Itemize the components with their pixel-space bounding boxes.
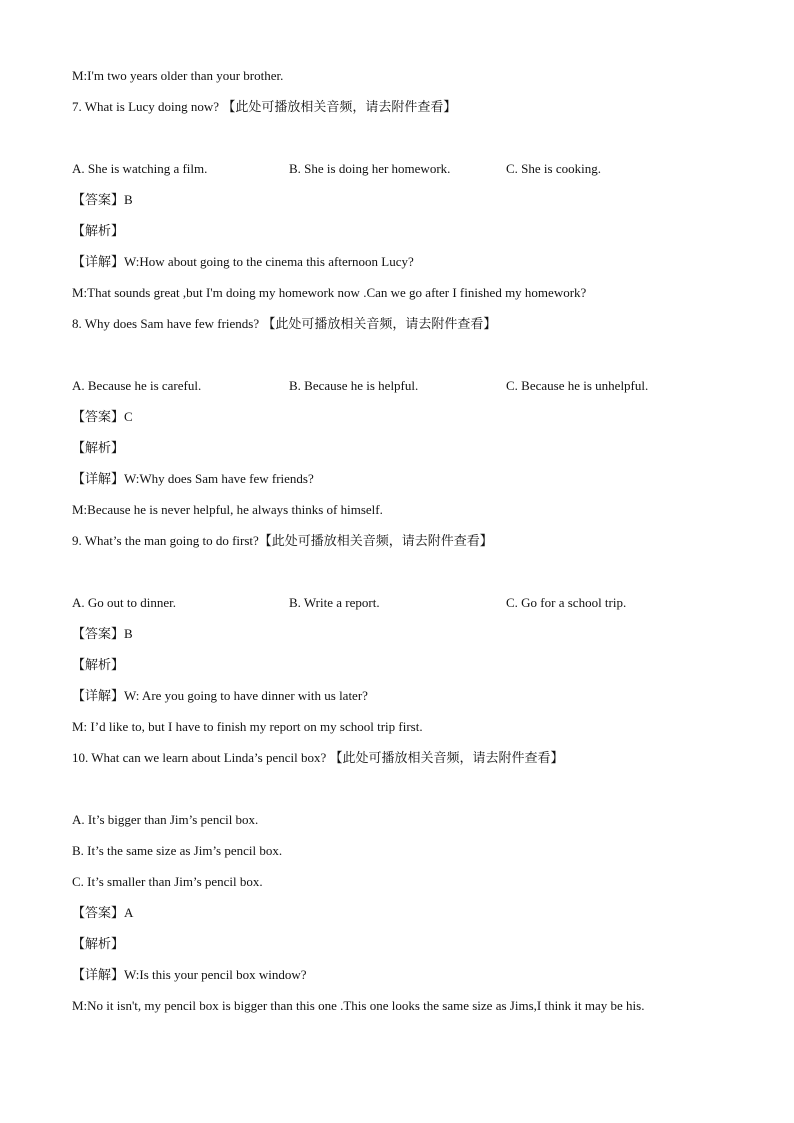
dialogue-line: M: I’d like to, but I have to finish my report on my school trip first. [72, 719, 423, 734]
analysis-9: 【解析】 [72, 657, 125, 672]
spacer [72, 562, 732, 593]
option-a: A. Because he is careful. [72, 378, 202, 393]
option-c: C. Go for a school trip. [506, 595, 627, 610]
option-c: C. She is cooking. [506, 161, 601, 176]
spacer [72, 128, 732, 159]
question-7: 7. What is Lucy doing now? 【此处可播放相关音频，请去附件查看】 [72, 99, 457, 114]
analysis-10: 【解析】 [72, 936, 125, 951]
spacer [72, 345, 732, 376]
question-10: 10. What can we learn about Linda’s pencil box? 【此处可播放相关音频，请去附件查看】 [72, 750, 564, 765]
answer-8: 【答案】C [72, 409, 133, 424]
analysis-7: 【解析】 [72, 223, 125, 238]
option-a: A. She is watching a film. [72, 161, 208, 176]
dialogue-line: M:That sounds great ,but I'm doing my homework now .Can we go after I finished my homework? [72, 285, 587, 300]
dialogue-line: M:Because he is never helpful, he always thinks of himself. [72, 502, 383, 517]
answer-7: 【答案】B [72, 192, 133, 207]
option-c: C. It’s smaller than Jim’s pencil box. [72, 874, 263, 889]
dialogue-line: M:I'm two years older than your brother. [72, 68, 284, 83]
option-a: A. Go out to dinner. [72, 595, 176, 610]
analysis-8: 【解析】 [72, 440, 125, 455]
options-7 [72, 159, 732, 190]
answer-10: 【答案】A [72, 905, 134, 920]
spacer [72, 779, 732, 810]
option-b: B. Write a report. [289, 595, 380, 610]
question-9: 9. What’s the man going to do first?【此处可播放相关音频，请去附件查看】 [72, 533, 493, 548]
detail-8: 【详解】W:Why does Sam have few friends? [72, 471, 314, 486]
document-page [72, 66, 732, 1027]
option-b: B. Because he is helpful. [289, 378, 419, 393]
answer-9: 【答案】B [72, 626, 133, 641]
option-c: C. Because he is unhelpful. [506, 378, 649, 393]
options-9 [72, 593, 732, 624]
detail-7: 【详解】W:How about going to the cinema this afternoon Lucy? [72, 254, 414, 269]
question-8: 8. Why does Sam have few friends? 【此处可播放相关音频，请去附件查看】 [72, 316, 497, 331]
options-8 [72, 376, 732, 407]
detail-9: 【详解】W: Are you going to have dinner with us later? [72, 688, 368, 703]
option-b: B. She is doing her homework. [289, 161, 451, 176]
detail-10: 【详解】W:Is this your pencil box window? [72, 967, 307, 982]
dialogue-line: M:No it isn't, my pencil box is bigger than this one .This one looks the same size as Jims,I think it may be his. [72, 998, 645, 1013]
option-b: B. It’s the same size as Jim’s pencil box. [72, 843, 283, 858]
option-a: A. It’s bigger than Jim’s pencil box. [72, 812, 259, 827]
